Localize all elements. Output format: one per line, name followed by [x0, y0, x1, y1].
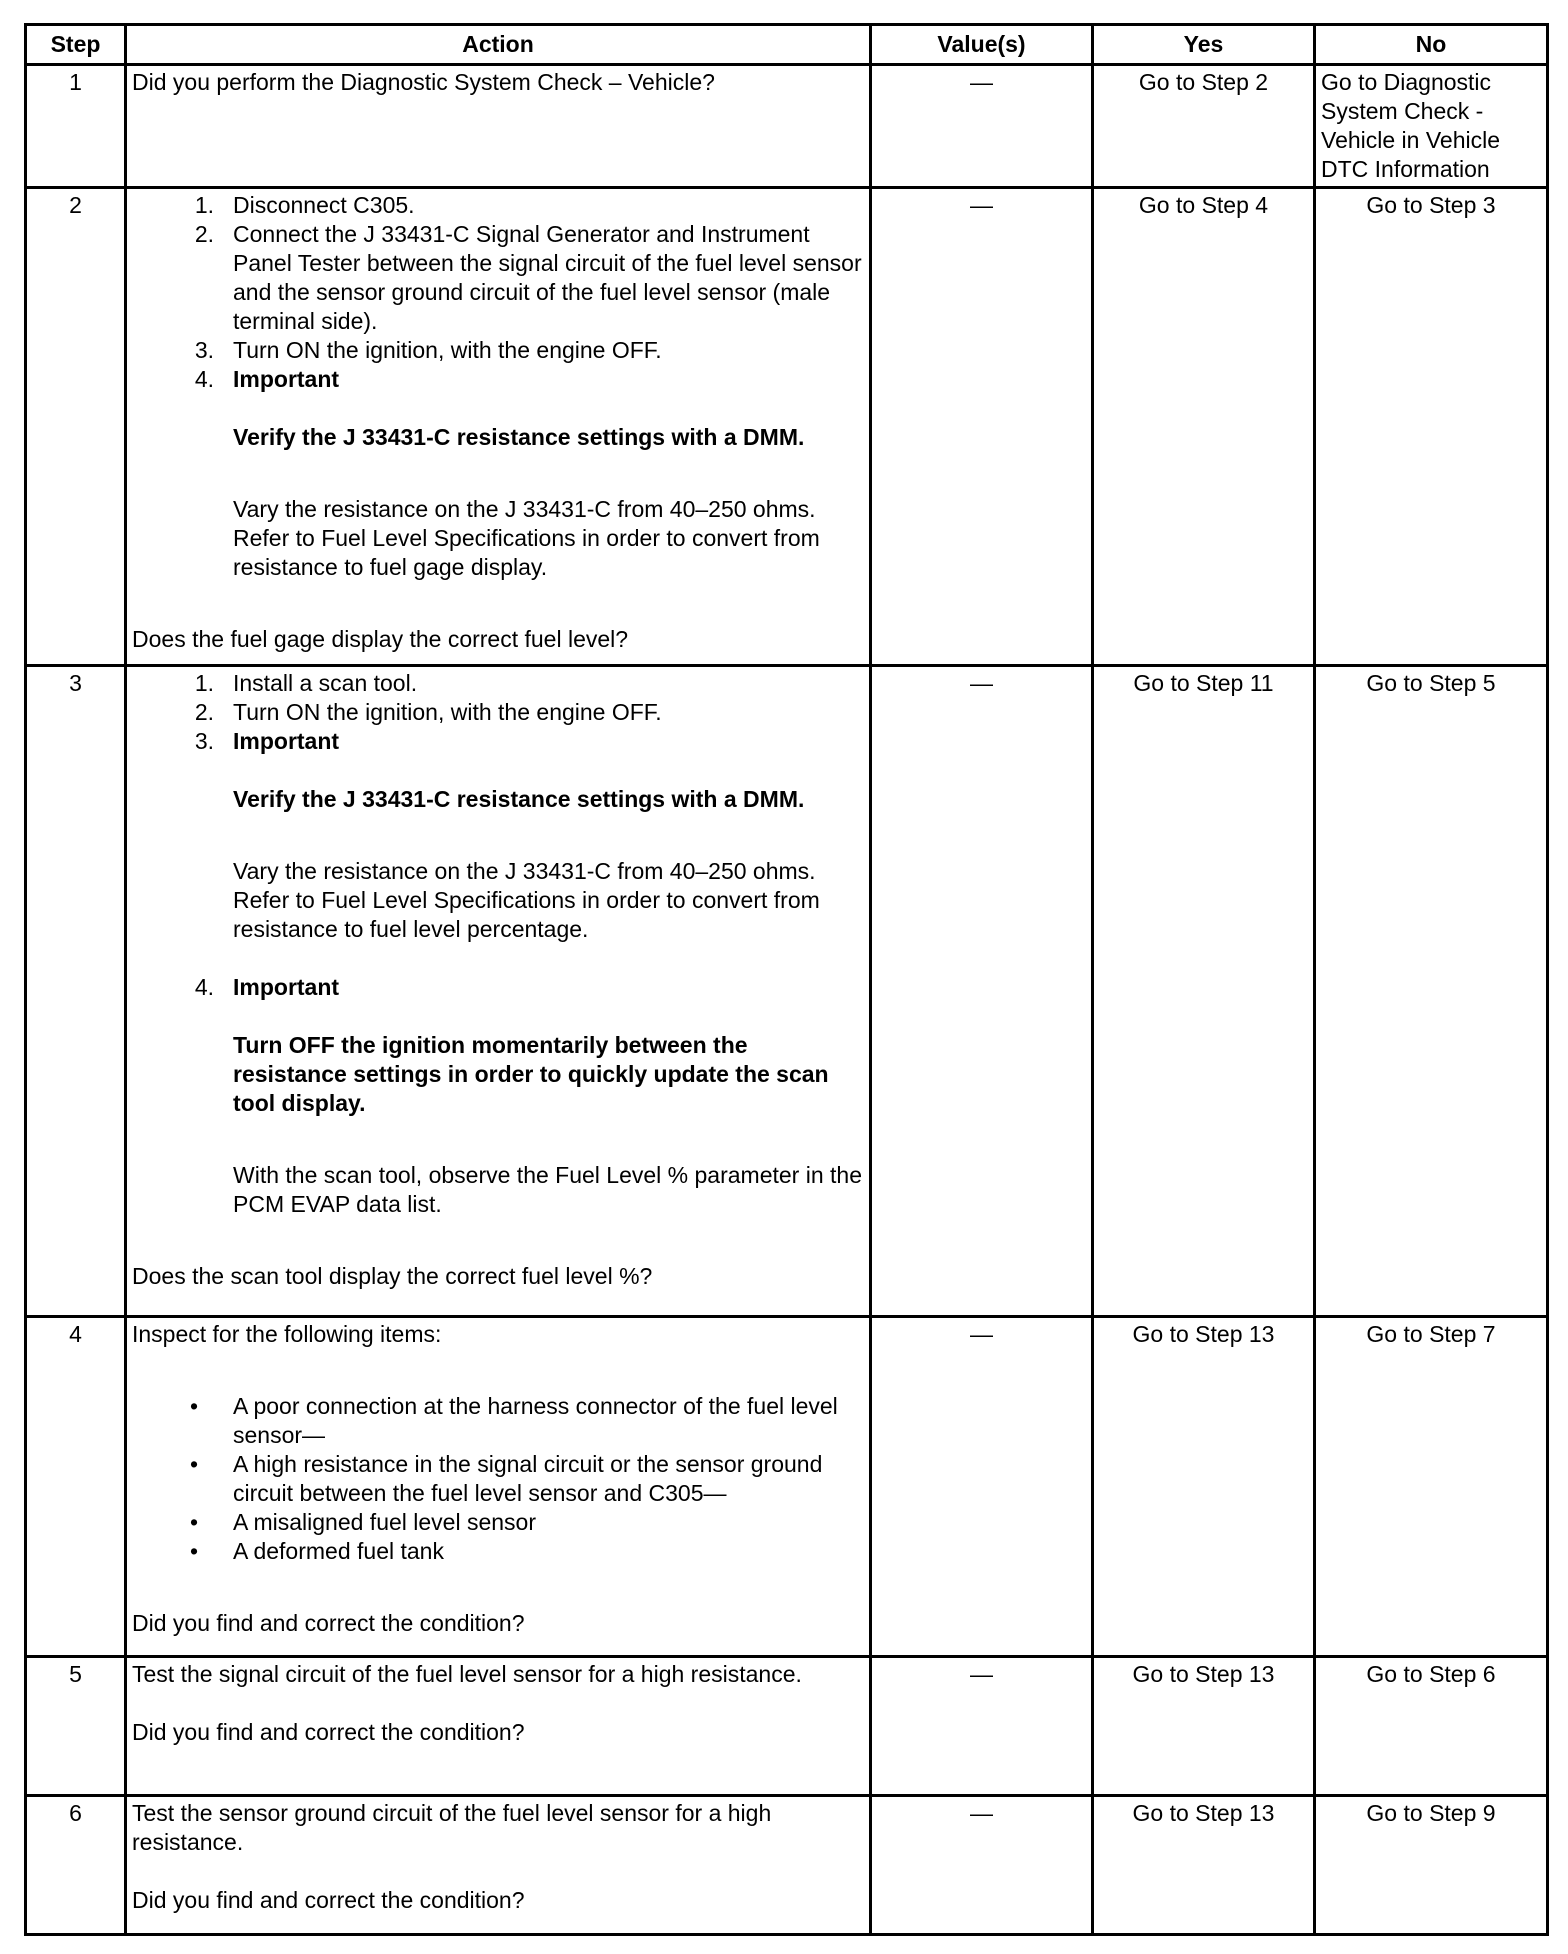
list-item: 4. Important Verify the J 33431-C resistance settings with a DMM. Vary the resistance on the J 33431-C from 40–250 ohms. Refer to Fuel Level Specifications in order to convert from resistance to fuel gage display. — [132, 365, 864, 582]
header-step: Step — [26, 25, 126, 65]
table-row — [26, 188, 1548, 666]
no-cell: Go to Step 5 — [1315, 666, 1548, 1317]
question-text: Did you find and correct the condition? — [132, 1887, 525, 1913]
list-item: • A high resistance in the signal circuit or the sensor ground circuit between the fuel level sensor and C305— — [189, 1451, 823, 1506]
step-number: 4 — [26, 1317, 126, 1657]
action-cell — [126, 1657, 871, 1796]
list-item: 3. Turn ON the ignition, with the engine OFF. — [194, 337, 662, 363]
action-cell — [126, 65, 871, 188]
action-cell — [126, 1317, 871, 1657]
value-cell: — — [871, 65, 1093, 188]
step-list — [132, 191, 864, 582]
step-list — [132, 669, 864, 1219]
list-item: 1. Disconnect C305. — [194, 192, 415, 218]
question-text: Did you find and correct the condition? — [132, 1719, 525, 1745]
detail-text: Vary the resistance on the J 33431-C from 40–250 ohms. Refer to Fuel Level Specifications in order to convert from resistance to fuel level percentage. — [233, 858, 820, 942]
step-number: 6 — [26, 1796, 126, 1935]
header-no: No — [1315, 25, 1548, 65]
bullet-list — [132, 1392, 864, 1566]
action-cell — [126, 188, 871, 666]
value-cell: — — [871, 1657, 1093, 1796]
value-cell: — — [871, 1796, 1093, 1935]
action-cell — [126, 1796, 871, 1935]
yes-cell: Go to Step 11 — [1093, 666, 1315, 1317]
question-text: Does the fuel gage display the correct fuel level? — [132, 626, 629, 652]
table-row — [26, 65, 1548, 188]
action-text: Test the signal circuit of the fuel level sensor for a high resistance. — [132, 1661, 802, 1687]
important-note: Verify the J 33431-C resistance settings with a DMM. — [233, 424, 805, 450]
yes-cell: Go to Step 13 — [1093, 1317, 1315, 1657]
action-cell — [126, 666, 871, 1317]
list-item: • A misaligned fuel level sensor — [189, 1509, 536, 1535]
yes-cell: Go to Step 2 — [1093, 65, 1315, 188]
table-row — [26, 1796, 1548, 1935]
table-row — [26, 666, 1548, 1317]
list-item: 2. Connect the J 33431-C Signal Generator and Instrument Panel Tester between the signal circuit of the fuel level sensor and the sensor ground circuit of the fuel level sensor (male terminal side). — [194, 221, 862, 334]
action-text: Test the sensor ground circuit of the fuel level sensor for a high resistance. — [132, 1800, 772, 1855]
list-item: 4. Important Turn OFF the ignition momentarily between the resistance settings in order to quickly update the scan tool display. With the scan tool, observe the Fuel Level % parameter in the PCM EVAP data list. — [194, 974, 862, 1217]
table-row — [26, 1317, 1548, 1657]
detail-text: With the scan tool, observe the Fuel Level % parameter in the PCM EVAP data list. — [233, 1162, 862, 1217]
table-row — [26, 1657, 1548, 1796]
question-text: Does the scan tool display the correct fuel level %? — [132, 1263, 653, 1289]
list-item: • A deformed fuel tank — [189, 1538, 444, 1564]
step-number: 3 — [26, 666, 126, 1317]
list-item: 3. Important Verify the J 33431-C resistance settings with a DMM. Vary the resistance on the J 33431-C from 40–250 ohms. Refer to Fuel Level Specifications in order to convert from resistance to fuel level percentage. — [132, 727, 864, 973]
list-item: 1. Install a scan tool. — [194, 670, 418, 696]
header-yes: Yes — [1093, 25, 1315, 65]
header-row — [26, 25, 1548, 65]
important-note: Verify the J 33431-C resistance settings with a DMM. — [233, 786, 805, 812]
no-cell: Go to Step 6 — [1315, 1657, 1548, 1796]
list-item: • A poor connection at the harness connector of the fuel level sensor— — [189, 1393, 838, 1448]
value-cell: — — [871, 188, 1093, 666]
header-action: Action — [126, 25, 871, 65]
action-text: Inspect for the following items: — [132, 1321, 442, 1347]
diagnostic-table — [24, 23, 1549, 1936]
no-cell: Go to Diagnostic System Check - Vehicle in Vehicle DTC Information — [1315, 65, 1548, 188]
yes-cell: Go to Step 13 — [1093, 1657, 1315, 1796]
value-cell: — — [871, 1317, 1093, 1657]
action-text: Did you perform the Diagnostic System Check – Vehicle? — [132, 69, 715, 95]
no-cell: Go to Step 3 — [1315, 188, 1548, 666]
step-number: 1 — [26, 65, 126, 188]
header-values: Value(s) — [871, 25, 1093, 65]
yes-cell: Go to Step 4 — [1093, 188, 1315, 666]
yes-cell: Go to Step 13 — [1093, 1796, 1315, 1935]
no-cell: Go to Step 9 — [1315, 1796, 1548, 1935]
step-number: 2 — [26, 188, 126, 666]
step-number: 5 — [26, 1657, 126, 1796]
no-cell: Go to Step 7 — [1315, 1317, 1548, 1657]
value-cell: — — [871, 666, 1093, 1317]
important-note: Turn OFF the ignition momentarily between the resistance settings in order to quickly update the scan tool display. — [233, 1032, 829, 1116]
list-item: 2. Turn ON the ignition, with the engine OFF. — [194, 699, 662, 725]
detail-text: Vary the resistance on the J 33431-C from 40–250 ohms. Refer to Fuel Level Specifications in order to convert from resistance to fuel gage display. — [233, 496, 820, 580]
question-text: Did you find and correct the condition? — [132, 1610, 525, 1636]
